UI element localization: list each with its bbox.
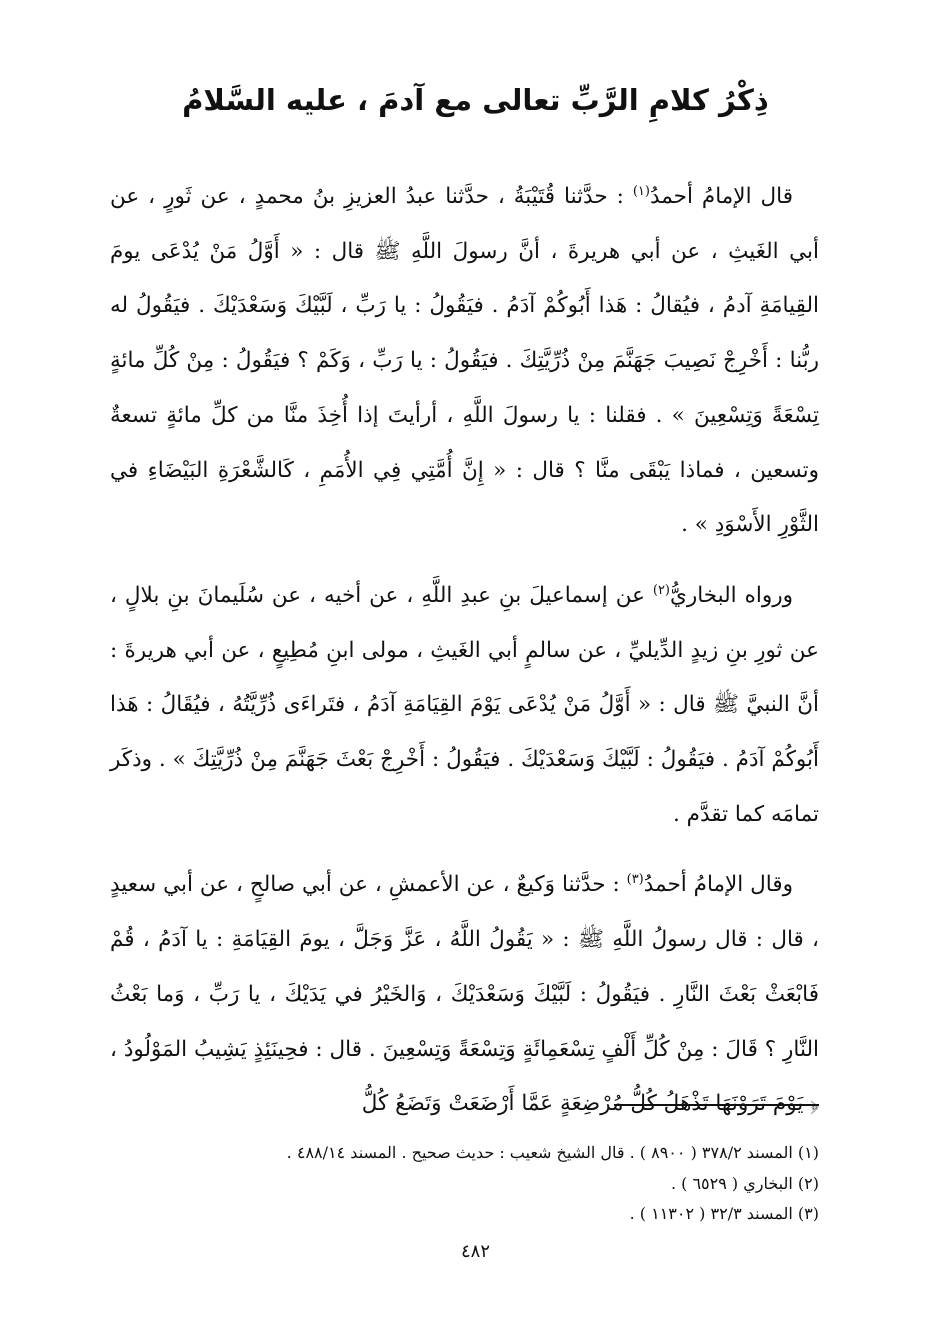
paragraph-3-text: : حدَّثنا وَكيعٌ ، عن الأعمشِ ، عن أبي صالحٍ ، عن أبي سعيدٍ ، قال : قال رسولُ اللَّهِ ﷺ : « يَقُولُ اللَّهُ ، عَزَّ وَجَلَّ ، يومَ القِيَامَةِ : يا آدَمُ ، قُمْ فَابْعَثْ بَعْثَ النَّارِ . فيَقُولُ : لَبَّيْكَ وَسَعْدَيْكَ ، وَالخَيْرُ في يَدَيْكَ ، يا رَبِّ ، وَما بَعْثُ النَّارِ ؟ قَالَ : مِنْ كُلِّ أَلْفٍ تِسْعَمِائَةٍ وَتِسْعَةً وَتِسْعِينَ . قال : فحِينَئِذٍ يَشِيبُ المَوْلُودُ ، ﴿ يَوْمَ تَرَوْنَهَا تَذْهَلُ كُلُّ مُرْضِعَةٍ عَمَّا أَرْضَعَتْ وَتَضَعُ كُلُّ <box>110 872 819 1117</box>
footnote-1: (١) المسند ٣٧٨/٢ ( ٨٩٠٠ ) . قال الشيخ شعيب : حديث صحيح . المسند ٤٨٨/١٤ . <box>286 1143 819 1162</box>
footnote-ref-1[interactable]: (١) <box>632 183 650 199</box>
paragraph-1 <box>110 170 819 553</box>
chapter-heading: ذِكْرُ كلامِ الرَّبِّ تعالى مع آدمَ ، عليه السَّلامُ <box>182 83 769 117</box>
paragraph-2 <box>110 569 819 843</box>
footnote-ref-3[interactable]: (٣) <box>626 872 644 888</box>
footnote-3: (٣) المسند ٣٢/٣ ( ١١٣٠٢ ) . <box>629 1204 819 1223</box>
page-number: ٤٨٢ <box>460 1241 490 1262</box>
footnote-separator <box>614 1104 819 1106</box>
paragraph-2-text: عن إسماعيلَ بنِ عبدِ اللَّهِ ، عن أخيه ، عن سُلَيمانَ بنِ بلالٍ ، عن ثورِ بنِ زيدٍ الدِّيليِّ ، عن سالمٍ أبي الغَيثِ ، مولى ابنِ مُطِيعٍ ، عن أبي هريرةَ : أنَّ النبيَّ ﷺ قال : « أَوَّلُ مَنْ يُدْعَى يَوْمَ القِيَامَةِ آدَمُ ، فتَراءَى ذُرِّيَّتُهُ ، فيُقَالُ : هَذا أَبُوكُمْ آدَمُ . فيَقُولُ : لَبَّيْكَ وَسَعْدَيْكَ . فيَقُولُ : أَخْرِجْ بَعْثَ جَهَنَّمَ مِنْ ذُرِّيَّتِكَ » . وذكَر تمامَه كما تقدَّم . <box>110 582 819 827</box>
paragraph-2-lead: ورواه البخاريُّ <box>670 582 793 608</box>
paragraph-1-lead: قال الإمامُ أحمدُ <box>649 184 793 209</box>
footnote-ref-2[interactable]: (٢) <box>652 582 670 598</box>
footnotes <box>110 1138 819 1230</box>
paragraph-1-text: : حدَّثنا قُتَيْبَةُ ، حدَّثنا عبدُ العزيزِ بنُ محمدٍ ، عن ثَورٍ ، عن أبي الغَيثِ ، عن أبي هريرةَ ، أنَّ رسولَ اللَّهِ ﷺ قال : « أَوَّلُ مَنْ يُدْعَى يومَ القِيامَةِ آدمُ ، فيُقالُ : هَذا أَبُوكُمْ آدَمُ . فيَقُولُ : يا رَبِّ ، لَبَّيْكَ وَسَعْدَيْكَ . فيَقُولُ له ربُّنا : أَخْرِجْ نَصِيبَ جَهَنَّمَ مِنْ ذُرِّيَّتِكَ . فيَقُولُ : يا رَبِّ ، وَكَمْ ؟ فيَقُولُ : مِنْ كُلِّ مائةٍ تِسْعَةً وَتِسْعِينَ » . فقلنا : يا رسولَ اللَّهِ ، أرأيتَ إذا أُخِذَ منَّا من كلِّ مائةٍ تسعةٌ وتسعين ، فماذا يَبْقَى منَّا ؟ قال : « إِنَّ أُمَّتِي فِي الأُمَمِ ، كَالشَّعْرَةِ البَيْضَاءِ في الثَّوْرِ الأَسْوَدِ » . <box>110 184 819 538</box>
footnote-2: (٢) البخاري ( ٦٥٢٩ ) . <box>670 1173 819 1193</box>
paragraph-3 <box>110 858 819 1132</box>
main-text <box>110 170 819 1148</box>
paragraph-3-lead: وقال الإمامُ أحمدُ <box>643 872 793 898</box>
